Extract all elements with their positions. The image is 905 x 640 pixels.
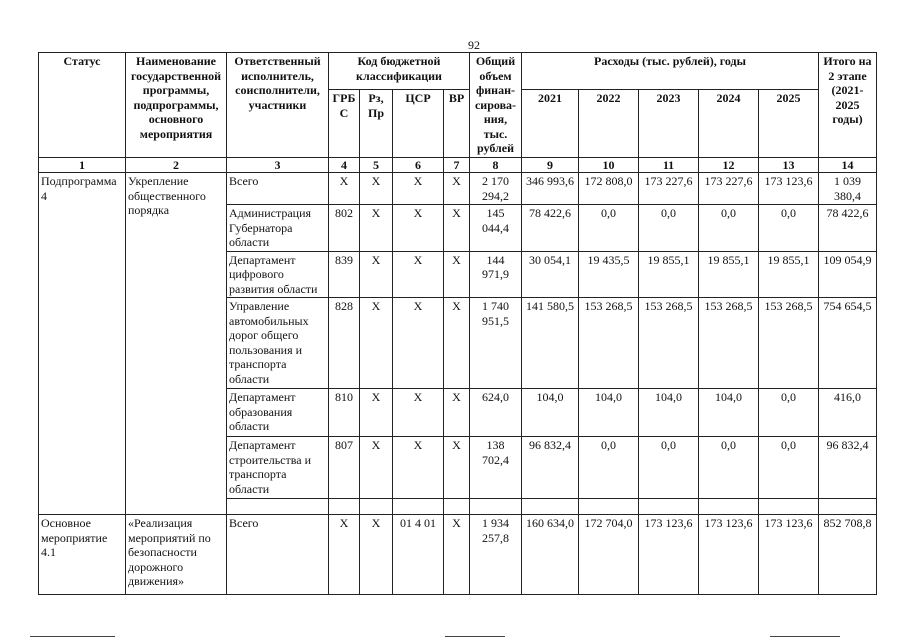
empty-cell xyxy=(470,499,522,515)
total-cell: 1 740 951,5 xyxy=(470,298,522,389)
column-number: 12 xyxy=(699,157,759,173)
year-2022-cell: 104,0 xyxy=(579,389,639,437)
column-number: 1 xyxy=(39,157,126,173)
responsible-cell: Всего xyxy=(227,173,329,205)
year-2021-cell: 30 054,1 xyxy=(522,251,579,298)
csr-cell: Х xyxy=(393,173,444,205)
total-cell: 2 170 294,2 xyxy=(470,173,522,205)
empty-cell xyxy=(360,499,393,515)
scan-mark xyxy=(30,636,115,637)
csr-cell: Х xyxy=(393,298,444,389)
year-2025-cell: 153 268,5 xyxy=(759,298,819,389)
stage-total-cell: 416,0 xyxy=(819,389,877,437)
header-stage-total: Итого на 2 этапе (2021-2025 годы) xyxy=(819,53,877,158)
scan-mark xyxy=(445,636,505,637)
grbs-cell: 839 xyxy=(329,251,360,298)
rzpr-cell: Х xyxy=(360,389,393,437)
year-2021-cell: 78 422,6 xyxy=(522,205,579,252)
empty-cell xyxy=(699,499,759,515)
csr-cell: Х xyxy=(393,389,444,437)
rzpr-cell: Х xyxy=(360,515,393,595)
header-year-2021: 2021 xyxy=(522,90,579,157)
vr-cell: Х xyxy=(444,251,470,298)
year-2021-cell: 346 993,6 xyxy=(522,173,579,205)
header-vr: ВР xyxy=(444,90,470,157)
year-2022-cell: 0,0 xyxy=(579,205,639,252)
year-2023-cell: 173 123,6 xyxy=(639,515,699,595)
year-2024-cell: 173 123,6 xyxy=(699,515,759,595)
header-csr: ЦСР xyxy=(393,90,444,157)
year-2022-cell: 19 435,5 xyxy=(579,251,639,298)
year-2023-cell: 104,0 xyxy=(639,389,699,437)
vr-cell: Х xyxy=(444,437,470,499)
status-cell: Основное мероприятие 4.1 xyxy=(39,515,126,595)
csr-cell: Х xyxy=(393,205,444,252)
table-body xyxy=(39,173,877,595)
total-cell: 138 702,4 xyxy=(470,437,522,499)
header-year-2022: 2022 xyxy=(579,90,639,157)
rzpr-cell: Х xyxy=(360,437,393,499)
year-2023-cell: 0,0 xyxy=(639,437,699,499)
grbs-cell: Х xyxy=(329,515,360,595)
year-2024-cell: 104,0 xyxy=(699,389,759,437)
empty-cell xyxy=(639,499,699,515)
year-2025-cell: 0,0 xyxy=(759,437,819,499)
header-year-2023: 2023 xyxy=(639,90,699,157)
empty-cell xyxy=(329,499,360,515)
grbs-cell: 807 xyxy=(329,437,360,499)
stage-total-cell: 1 039 380,4 xyxy=(819,173,877,205)
csr-cell: Х xyxy=(393,251,444,298)
rzpr-cell: Х xyxy=(360,298,393,389)
responsible-cell: Департамент образования области xyxy=(227,389,329,437)
stage-total-cell: 96 832,4 xyxy=(819,437,877,499)
program-name-cell: «Реализация мероприятий по безопасности дорожного движения» xyxy=(126,515,227,595)
empty-cell xyxy=(759,499,819,515)
year-2025-cell: 19 855,1 xyxy=(759,251,819,298)
column-number: 5 xyxy=(360,157,393,173)
scan-mark xyxy=(770,636,840,637)
total-cell: 1 934 257,8 xyxy=(470,515,522,595)
column-number: 11 xyxy=(639,157,699,173)
vr-cell: Х xyxy=(444,173,470,205)
year-2023-cell: 19 855,1 xyxy=(639,251,699,298)
responsible-cell: Департамент строительства и транспорта области xyxy=(227,437,329,499)
rzpr-cell: Х xyxy=(360,251,393,298)
header-year-2025: 2025 xyxy=(759,90,819,157)
vr-cell: Х xyxy=(444,389,470,437)
header-status: Статус xyxy=(39,53,126,158)
table-row xyxy=(39,515,877,595)
table-row xyxy=(39,173,877,205)
column-number-row xyxy=(39,157,877,173)
empty-cell xyxy=(522,499,579,515)
empty-cell xyxy=(819,499,877,515)
total-cell: 144 971,9 xyxy=(470,251,522,298)
year-2023-cell: 0,0 xyxy=(639,205,699,252)
column-number: 14 xyxy=(819,157,877,173)
column-number: 7 xyxy=(444,157,470,173)
program-name-cell: Укрепление общественного порядка xyxy=(126,173,227,515)
vr-cell: Х xyxy=(444,298,470,389)
grbs-cell: Х xyxy=(329,173,360,205)
year-2023-cell: 153 268,5 xyxy=(639,298,699,389)
grbs-cell: 810 xyxy=(329,389,360,437)
stage-total-cell: 852 708,8 xyxy=(819,515,877,595)
year-2021-cell: 96 832,4 xyxy=(522,437,579,499)
year-2021-cell: 104,0 xyxy=(522,389,579,437)
responsible-cell: Администрация Губернатора области xyxy=(227,205,329,252)
csr-cell: Х xyxy=(393,437,444,499)
empty-cell xyxy=(444,499,470,515)
header-expenses: Расходы (тыс. рублей), годы xyxy=(522,53,819,90)
year-2025-cell: 0,0 xyxy=(759,205,819,252)
year-2021-cell: 141 580,5 xyxy=(522,298,579,389)
year-2021-cell: 160 634,0 xyxy=(522,515,579,595)
stage-total-cell: 109 054,9 xyxy=(819,251,877,298)
column-number: 2 xyxy=(126,157,227,173)
year-2023-cell: 173 227,6 xyxy=(639,173,699,205)
vr-cell: Х xyxy=(444,515,470,595)
header-responsible: Ответственный исполнитель, соисполнители, участники xyxy=(227,53,329,158)
total-cell: 145 044,4 xyxy=(470,205,522,252)
stage-total-cell: 754 654,5 xyxy=(819,298,877,389)
column-number: 10 xyxy=(579,157,639,173)
year-2022-cell: 153 268,5 xyxy=(579,298,639,389)
year-2024-cell: 0,0 xyxy=(699,205,759,252)
year-2025-cell: 173 123,6 xyxy=(759,515,819,595)
rzpr-cell: Х xyxy=(360,205,393,252)
year-2024-cell: 19 855,1 xyxy=(699,251,759,298)
year-2022-cell: 172 704,0 xyxy=(579,515,639,595)
column-number: 8 xyxy=(470,157,522,173)
year-2024-cell: 153 268,5 xyxy=(699,298,759,389)
column-number: 6 xyxy=(393,157,444,173)
year-2022-cell: 172 808,0 xyxy=(579,173,639,205)
header-total-volume: Общий объем финан-сирова-ния, тыс. рублей xyxy=(470,53,522,158)
status-cell: Подпрограмма 4 xyxy=(39,173,126,515)
empty-cell xyxy=(227,499,329,515)
grbs-cell: 828 xyxy=(329,298,360,389)
column-number: 13 xyxy=(759,157,819,173)
year-2025-cell: 173 123,6 xyxy=(759,173,819,205)
year-2022-cell: 0,0 xyxy=(579,437,639,499)
budget-table-wrapper xyxy=(38,52,877,595)
year-2024-cell: 173 227,6 xyxy=(699,173,759,205)
column-number: 9 xyxy=(522,157,579,173)
column-number: 4 xyxy=(329,157,360,173)
year-2024-cell: 0,0 xyxy=(699,437,759,499)
grbs-cell: 802 xyxy=(329,205,360,252)
table-header xyxy=(39,53,877,173)
header-year-2024: 2024 xyxy=(699,90,759,157)
header-budget-code: Код бюджетной классификации xyxy=(329,53,470,90)
header-rzpr: Рз, Пр xyxy=(360,90,393,157)
budget-table xyxy=(38,52,877,595)
csr-cell: 01 4 01 xyxy=(393,515,444,595)
page-number: 92 xyxy=(468,38,480,52)
rzpr-cell: Х xyxy=(360,173,393,205)
header-name: Наименование государственной программы, подпрограммы, основного мероприятия xyxy=(126,53,227,158)
total-cell: 624,0 xyxy=(470,389,522,437)
responsible-cell: Департамент цифрового развития области xyxy=(227,251,329,298)
vr-cell: Х xyxy=(444,205,470,252)
header-grbs: ГРБ С xyxy=(329,90,360,157)
stage-total-cell: 78 422,6 xyxy=(819,205,877,252)
responsible-cell: Всего xyxy=(227,515,329,595)
empty-cell xyxy=(393,499,444,515)
empty-cell xyxy=(579,499,639,515)
column-number: 3 xyxy=(227,157,329,173)
responsible-cell: Управление автомобильных дорог общего пользования и транспорта области xyxy=(227,298,329,389)
year-2025-cell: 0,0 xyxy=(759,389,819,437)
